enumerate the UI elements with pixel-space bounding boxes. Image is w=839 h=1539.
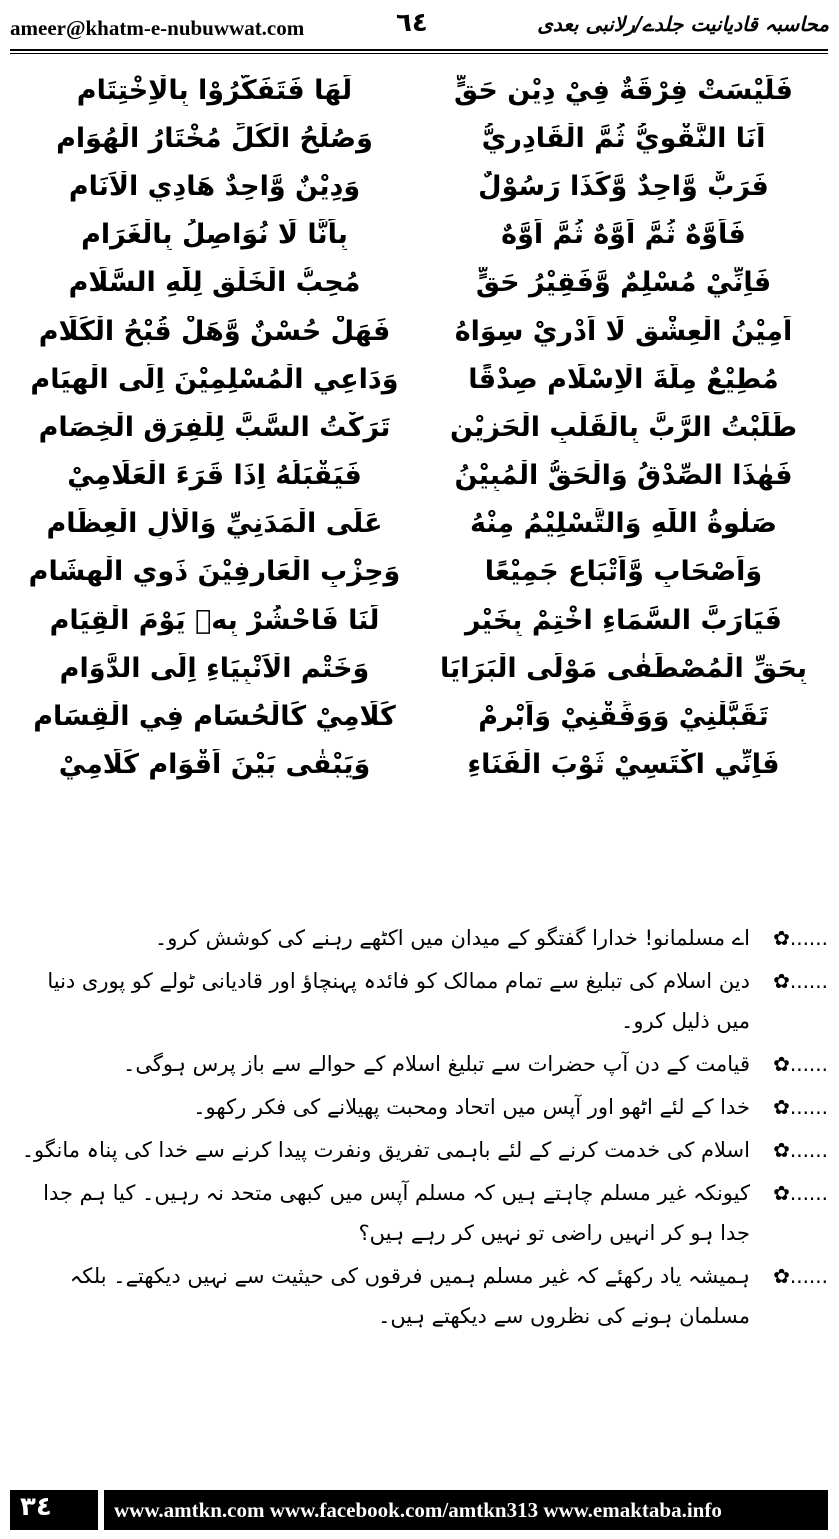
verse-row	[10, 307, 828, 355]
verse-right-hemistich: فَيَارَبَّ السَّمَاءِ اخْتِمْ بِخَيْرٍ	[465, 604, 782, 636]
flower-bullet-icon: ✿......	[773, 1264, 828, 1288]
note-text: ہمیشہ یاد رکھئے کہ غیر مسلم ہمیں فرقوں کی حیثیت سے نہیں دیکھتے۔ بلکہ مسلمان ہونے کی نظروں سے دیکھتے ہیں۔	[69, 1264, 750, 1328]
list-item	[10, 1173, 828, 1253]
header-page-number: ٦٤	[396, 8, 428, 38]
verse-right-hemistich: تَقَبَّلْنِيْ وَوَفِّقْنِيْ وَاَبْرِمْ	[478, 701, 769, 733]
note-text: کیونکہ غیر مسلم چاہتے ہیں کہ مسلم آپس میں کبھی متحد نہ رہیں۔ کیا ہم جدا جدا ہو کر انہیں راضی تو نہیں کر رہے ہیں؟	[43, 1181, 750, 1245]
verse-right-hemistich: فَاِنِّيْ مُسْلِمٌ وَّفَقِيْرُ حَقٍّ	[475, 267, 772, 299]
verse-right-hemistich: اَنَا النَّقْوِيُّ ثُمَّ الْقَادِرِيُّ	[481, 122, 766, 154]
note-text: خدا کے لئے اٹھو اور آپس میں اتحاد ومحبت پھیلانے کی فکر رکھو۔	[193, 1095, 750, 1119]
verse-row	[10, 355, 828, 403]
verse-right-hemistich: فَرَبٌّ وَّاحِدٌ وَّكَذَا رَسُوْلٌ	[478, 170, 769, 202]
verse-right-hemistich: بِحَقِّ الْمُصْطَفٰى مَوْلَى الْبَرَايَا	[439, 652, 808, 684]
verse-right-hemistich: مُطِيْعٌ مِلَّةَ الْاِسْلَامِ صِدْقًا	[468, 363, 779, 395]
page-header	[0, 0, 839, 48]
verse-row	[10, 596, 828, 644]
verse-row	[10, 259, 828, 307]
flower-bullet-icon: ✿......	[773, 1095, 828, 1119]
header-rule-thin	[10, 53, 828, 54]
verse-row	[10, 548, 828, 596]
verse-row	[10, 500, 828, 548]
verse-row	[10, 741, 828, 789]
header-rule	[10, 49, 828, 51]
verse-left-hemistich: فَهَلْ حُسْنٌ وَّهَلْ قُبْحُ الْكَلَامِ	[38, 315, 391, 347]
verse-left-hemistich: مُحِبُّ الْخَلْقِ لِلّٰهِ السَّلَامِ	[68, 267, 361, 299]
verse-row	[10, 114, 828, 162]
urdu-notes-list	[10, 918, 828, 1339]
list-item	[10, 961, 828, 1041]
verse-left-hemistich: وَخَتْمِ الْاَنْبِيَاءِ اِلَى الدَّوَامِ	[59, 652, 370, 684]
footer-page-number: ٣٤	[20, 1492, 52, 1522]
flower-bullet-icon: ✿......	[773, 1052, 828, 1076]
verse-left-hemistich: لَنَا فَاحْشُرْ بِهٖ يَوْمَ الْقِيَامِ	[49, 604, 380, 636]
verse-right-hemistich: فَهٰذَا الصِّدْقُ وَالْحَقُّ الْمُبِيْنُ	[454, 460, 793, 492]
verse-left-hemistich: فَيَقْبَلُهُ اِذَا قَرَءَ الْعَلَامِيْ	[67, 460, 362, 492]
note-text: اسلام کی خدمت کرنے کے لئے باہمی تفریق ونفرت پیدا کرنے سے خدا کی پناہ مانگو۔	[21, 1138, 750, 1162]
verse-left-hemistich: كَلَامِيْ كَالْحُسَامِ فِي الْقِسَامِ	[33, 701, 396, 733]
footer-links: www.amtkn.com www.facebook.com/amtkn313 www.emaktaba.info	[114, 1498, 722, 1522]
verse-right-hemistich: وَاَصْحَابٍ وَّاَتْبَاعٍ جَمِيْعًا	[484, 556, 763, 588]
verse-left-hemistich: عَلَى الْمَدَنِيِّ وَالْاٰلِ الْعِظَامِ	[46, 508, 383, 540]
note-text: اے مسلمانو! خدارا گفتگو کے میدان میں اکٹھے رہنے کی کوشش کرو۔	[154, 926, 750, 950]
verse-row	[10, 162, 828, 210]
verse-right-hemistich: فَاَوَّهٌ ثُمَّ اَوَّهٌ ثُمَّ اَوَّهٌ	[501, 219, 746, 251]
verse-right-hemistich: فَلَيْسَتْ فِرْقَةٌ فِيْ دِيْنِ حَقٍّ	[454, 74, 793, 106]
flower-bullet-icon: ✿......	[773, 1181, 828, 1205]
verse-right-hemistich: صَلٰوةُ اللّٰهِ وَالتَّسْلِيْمُ مِنْهُ	[470, 508, 777, 540]
verse-left-hemistich: بِاَنَّا لَا نُوَاصِلُ بِالْغَرَامِ	[81, 219, 348, 251]
note-text: قیامت کے دن آپ حضرات سے تبلیغ اسلام کے حوالے سے باز پرس ہوگی۔	[123, 1052, 750, 1076]
verse-row	[10, 644, 828, 692]
list-item	[10, 918, 828, 958]
verse-left-hemistich: وَصُلْحُ الْكُلِّ مُخْتَارُ الْهُوَامِ	[56, 122, 373, 154]
list-item	[10, 1044, 828, 1084]
note-text: دین اسلام کی تبلیغ سے تمام ممالک کو فائدہ پہنچاؤ اور قادیانی ٹولے کو پوری دنیا میں ذلیل کرو۔	[47, 969, 750, 1033]
flower-bullet-icon: ✿......	[773, 969, 828, 993]
footer-divider	[98, 1490, 104, 1530]
list-item	[10, 1130, 828, 1170]
arabic-poem	[10, 66, 828, 789]
flower-bullet-icon: ✿......	[773, 1138, 828, 1162]
verse-right-hemistich: فَاِنِّي اكْتَسِيْ ثَوْبَ الْفَنَاءِ	[467, 749, 780, 781]
list-item	[10, 1087, 828, 1127]
verse-row	[10, 692, 828, 740]
page-footer	[10, 1490, 828, 1530]
verse-right-hemistich: اَمِيْنُ الْعِشْقِ لَا اَدْرِيْ سِوَاهُ	[454, 315, 793, 347]
verse-left-hemistich: وَدَاعِي الْمُسْلِمِيْنَ اِلَى الْهِيَامِ	[30, 363, 399, 395]
verse-left-hemistich: وَيَبْقٰى بَيْنَ اَقْوَامٍ كَلَامِيْ	[58, 749, 371, 781]
header-book-title: محاسبہ قادیانیت جلدے/رلانبی بعدی	[537, 12, 829, 36]
verse-row	[10, 403, 828, 451]
verse-row	[10, 66, 828, 114]
verse-row	[10, 452, 828, 500]
flower-bullet-icon: ✿......	[773, 926, 828, 950]
verse-left-hemistich: وَحِزْبِ الْعَارِفِيْنَ ذَوِي الْهِشَامِ	[28, 556, 401, 588]
verse-left-hemistich: وَدِيْنٌ وَّاحِدٌ هَادِي الْاَنَامِ	[68, 170, 361, 202]
header-email: ameer@khatm-e-nubuwwat.com	[10, 16, 305, 40]
verse-right-hemistich: طَلَبْتُ الرَّبَّ بِالْقَلْبِ الْحَزِيْنِ	[449, 411, 798, 443]
verse-row	[10, 211, 828, 259]
verse-left-hemistich: لَهَا فَتَفَكَّرُوْا بِالْاِخْتِتَامِ	[76, 74, 353, 106]
verse-left-hemistich: تَرَكْتُ السَّبَّ لِلْفِرَقِ الْخِصَامِ	[38, 411, 391, 443]
list-item	[10, 1256, 828, 1336]
